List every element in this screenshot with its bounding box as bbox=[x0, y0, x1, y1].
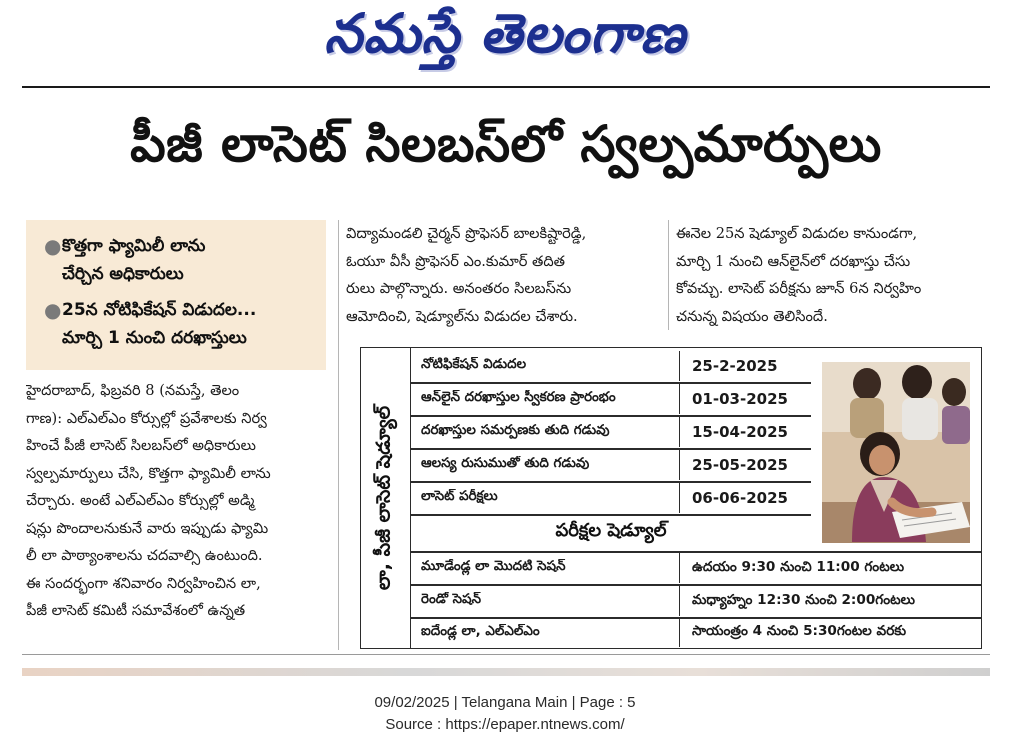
highlight-item bbox=[44, 296, 312, 352]
text-line: ఈ సందర్భంగా శనివారం నిర్వహించిన లా, bbox=[26, 574, 261, 592]
text-line: చేర్చారు. అంటే ఎల్ఎల్ఎం కోర్సుల్లో అడ్మి bbox=[26, 492, 255, 509]
text-line: ఆమోదించి, షెడ్యూల్‌ను విడుదల చేశారు. bbox=[346, 307, 578, 325]
exam-row-time: సాయంత్రం 4 నుంచి 5:30గంటల వరకు bbox=[679, 618, 979, 647]
page-bottom-rule bbox=[22, 654, 990, 655]
schedule-row-date: 25-2-2025 bbox=[679, 351, 809, 381]
text-line: ఓయూ వీసీ ప్రొఫెసర్ ఎం.కుమార్ తదిత bbox=[346, 252, 566, 270]
column-divider bbox=[338, 220, 339, 650]
text-line: లీ లా పాఠ్యాంశాలను చదవాల్సి ఉంటుంది. bbox=[26, 547, 263, 564]
footer-edition-info: 09/02/2025 | Telangana Main | Page : 5 bbox=[374, 694, 636, 711]
schedule-row-label: దరఖాస్తుల సమర్పణకు తుది గడువు bbox=[421, 423, 610, 438]
schedule-row bbox=[411, 450, 809, 480]
highlight-line: చేర్చిన అధికారులు bbox=[62, 264, 184, 284]
masthead bbox=[300, 1, 710, 76]
article-column-2 bbox=[346, 220, 664, 330]
text-line: హైదరాబాద్, ఫిబ్రవరి 8 (నమస్తే, తెలం bbox=[26, 382, 240, 399]
text-line: పీజీ లాసెట్ కమిటీ సమావేశంలో ఉన్నత bbox=[26, 602, 246, 619]
highlight-line: 25న నోటిఫికేషన్ విడుదల... bbox=[62, 300, 257, 320]
text-line: విద్యామండలి చైర్మన్ ప్రొఫెసర్ బాలకిష్టారెడ్డి, bbox=[346, 225, 587, 242]
exam-row bbox=[411, 553, 979, 583]
article-column-3 bbox=[676, 220, 981, 330]
text-line: మార్చి 1 నుంచి ఆన్‌లైన్‌లో దరఖాస్తు చేసు bbox=[676, 252, 911, 270]
article-column-1 bbox=[26, 377, 328, 625]
row-divider bbox=[411, 514, 811, 516]
text-line: హించే పీజీ లాసెట్ సిలబస్‌లో అధికారులు bbox=[26, 437, 256, 454]
schedule-row-label: ఆన్‌లైన్ దరఖాస్తుల స్వీకరణ ప్రారంభం bbox=[421, 390, 616, 405]
schedule-row bbox=[411, 384, 809, 414]
exam-row-label: రెండో సెషన్ bbox=[421, 592, 482, 607]
exam-row-time: మధ్యాహ్నం 12:30 నుంచి 2:00గంటలు bbox=[679, 586, 979, 616]
text-line: షన్లు పొందాలనుకునే వారు ఇప్పుడు ఫ్యామి bbox=[26, 519, 269, 537]
schedule-row-date: 01-03-2025 bbox=[679, 384, 809, 414]
exam-row bbox=[411, 618, 979, 647]
text-line: కోవచ్చు. లాసెట్ పరీక్షను జూన్ 6న నిర్వహిం bbox=[676, 280, 922, 297]
text-line: గాణ): ఎల్ఎల్ఎం కోర్సుల్లో ప్రవేశాలకు నిర్వ bbox=[26, 409, 267, 427]
highlight-item bbox=[44, 232, 312, 288]
highlights-box bbox=[26, 220, 326, 370]
masthead-logo: నమస్తే తెలంగాణ bbox=[324, 1, 686, 65]
text-line: ఈనెల 25న షెడ్యూల్ విడుదల కానుండగా, bbox=[676, 225, 918, 242]
schedule-row-label: నోటిఫికేషన్ విడుదల bbox=[421, 357, 527, 372]
masthead-rule bbox=[22, 86, 990, 88]
bullet-icon: ● bbox=[44, 234, 62, 258]
schedule-row-date: 06-06-2025 bbox=[679, 483, 809, 513]
exam-row-time: ఉదయం 9:30 నుంచి 11:00 గంటలు bbox=[679, 553, 979, 583]
schedule-row-label: ఆలస్య రుసుముతో తుది గడువు bbox=[421, 456, 590, 471]
exam-schedule-title: పరీక్షల షెడ్యూల్ bbox=[555, 520, 667, 541]
bullet-icon: ● bbox=[44, 298, 62, 322]
next-article-strip bbox=[22, 668, 990, 676]
article-headline: పీజీ లాసెట్ సిలబస్‌లో స్వల్పమార్పులు bbox=[130, 114, 882, 173]
schedule-row-label: లాసెట్ పరీక్షలు bbox=[421, 489, 498, 504]
schedule-row bbox=[411, 351, 809, 381]
schedule-side-panel bbox=[361, 348, 411, 648]
highlight-line: కొత్తగా ఫ్యామిలీ లాను bbox=[62, 236, 206, 256]
footer-source: Source : https://epaper.ntnews.com/ bbox=[385, 716, 625, 733]
students-exam-photo bbox=[822, 362, 970, 543]
schedule-side-title: లా, పీజీ లాసెట్ షెడ్యూల్ bbox=[372, 405, 395, 591]
text-line: రులు పాల్గొన్నారు. అనంతరం సిలబస్‌ను bbox=[346, 280, 572, 297]
exam-row bbox=[411, 586, 979, 616]
schedule-row-date: 15-04-2025 bbox=[679, 417, 809, 447]
schedule-row bbox=[411, 483, 809, 513]
exam-row-label: మూడేండ్ల లా మొదటి సెషన్ bbox=[421, 559, 566, 574]
text-line: స్వల్పమార్పులు చేసి, కొత్తగా ఫ్యామిలీ లాను bbox=[26, 464, 271, 482]
text-line: చనున్న విషయం తెలిసిందే. bbox=[676, 307, 828, 325]
column-divider bbox=[668, 220, 669, 330]
highlight-line: మార్చి 1 నుంచి దరఖాస్తులు bbox=[62, 328, 247, 348]
schedule-row-date: 25-05-2025 bbox=[679, 450, 809, 480]
schedule-row bbox=[411, 417, 809, 447]
exam-row-label: ఐదేండ్ల లా, ఎల్ఎల్ఎం bbox=[421, 623, 540, 639]
